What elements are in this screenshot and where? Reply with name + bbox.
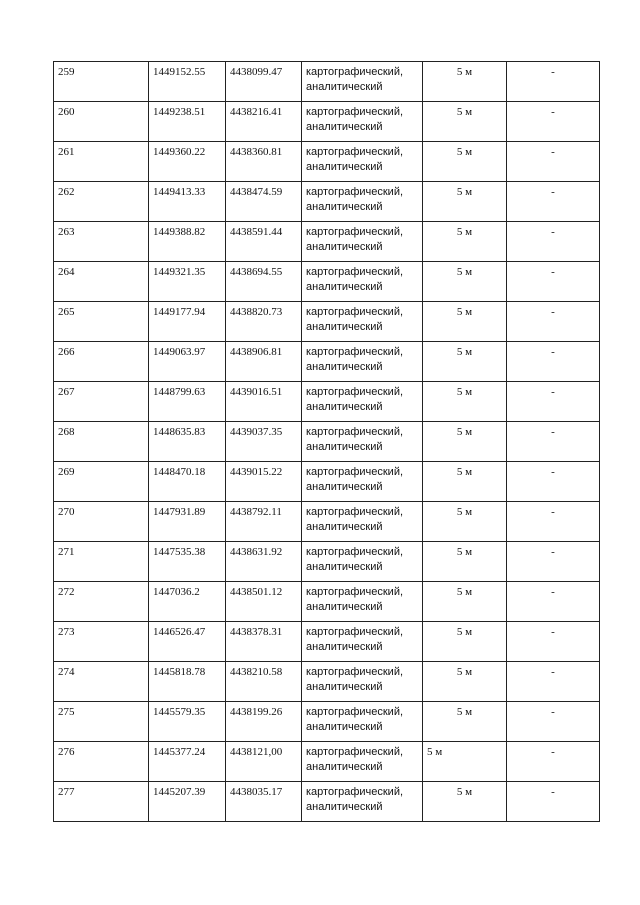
x-coordinate-cell: 1449321.35 xyxy=(149,262,226,302)
point-number-cell: 269 xyxy=(54,462,149,502)
table-row xyxy=(54,382,600,422)
method-line-2: аналитический xyxy=(306,81,383,93)
accuracy-cell: 5 м xyxy=(423,582,507,622)
note-cell: - xyxy=(507,262,600,302)
method-line-2: аналитический xyxy=(306,161,383,173)
note-cell: - xyxy=(507,62,600,102)
table-row xyxy=(54,142,600,182)
point-number-cell: 261 xyxy=(54,142,149,182)
note-cell: - xyxy=(507,542,600,582)
table-row xyxy=(54,222,600,262)
note-cell: - xyxy=(507,102,600,142)
note-cell: - xyxy=(507,662,600,702)
point-number-cell: 271 xyxy=(54,542,149,582)
method-cell xyxy=(302,302,423,342)
accuracy-cell: 5 м xyxy=(423,142,507,182)
method-line-2: аналитический xyxy=(306,601,383,613)
x-coordinate-cell: 1449063.97 xyxy=(149,342,226,382)
method-line-2: аналитический xyxy=(306,201,383,213)
table-row xyxy=(54,622,600,662)
method-cell xyxy=(302,622,423,662)
method-line-1: картографический, xyxy=(306,226,404,238)
method-line-2: аналитический xyxy=(306,441,383,453)
method-cell xyxy=(302,102,423,142)
point-number-cell: 274 xyxy=(54,662,149,702)
y-coordinate-cell: 4438210.58 xyxy=(226,662,302,702)
table-row xyxy=(54,302,600,342)
method-line-1: картографический, xyxy=(306,586,404,598)
accuracy-cell: 5 м xyxy=(423,462,507,502)
y-coordinate-cell: 4438099.47 xyxy=(226,62,302,102)
coordinates-table-body xyxy=(54,62,600,822)
method-cell xyxy=(302,342,423,382)
accuracy-cell: 5 м xyxy=(423,182,507,222)
x-coordinate-cell: 1447036.2 xyxy=(149,582,226,622)
method-line-1: картографический, xyxy=(306,106,404,118)
y-coordinate-cell: 4438820.73 xyxy=(226,302,302,342)
x-coordinate-cell: 1445207.39 xyxy=(149,782,226,822)
method-line-1: картографический, xyxy=(306,266,404,278)
accuracy-cell: 5 м xyxy=(423,342,507,382)
x-coordinate-cell: 1446526.47 xyxy=(149,622,226,662)
x-coordinate-cell: 1447931.89 xyxy=(149,502,226,542)
method-cell xyxy=(302,662,423,702)
y-coordinate-cell: 4439037.35 xyxy=(226,422,302,462)
y-coordinate-cell: 4438378.31 xyxy=(226,622,302,662)
x-coordinate-cell: 1449238.51 xyxy=(149,102,226,142)
method-cell xyxy=(302,702,423,742)
x-coordinate-cell: 1449388.82 xyxy=(149,222,226,262)
y-coordinate-cell: 4438199.26 xyxy=(226,702,302,742)
point-number-cell: 260 xyxy=(54,102,149,142)
point-number-cell: 259 xyxy=(54,62,149,102)
method-line-1: картографический, xyxy=(306,506,404,518)
y-coordinate-cell: 4438121,00 xyxy=(226,742,302,782)
point-number-cell: 272 xyxy=(54,582,149,622)
note-cell: - xyxy=(507,302,600,342)
table-row xyxy=(54,342,600,382)
method-cell xyxy=(302,382,423,422)
method-line-2: аналитический xyxy=(306,121,383,133)
method-line-2: аналитический xyxy=(306,321,383,333)
accuracy-cell: 5 м xyxy=(423,702,507,742)
accuracy-cell: 5 м xyxy=(423,62,507,102)
method-line-1: картографический, xyxy=(306,66,404,78)
accuracy-cell: 5 м xyxy=(423,262,507,302)
method-line-2: аналитический xyxy=(306,801,383,813)
y-coordinate-cell: 4438906.81 xyxy=(226,342,302,382)
method-line-2: аналитический xyxy=(306,721,383,733)
point-number-cell: 277 xyxy=(54,782,149,822)
method-line-2: аналитический xyxy=(306,481,383,493)
method-line-1: картографический, xyxy=(306,306,404,318)
method-line-1: картографический, xyxy=(306,426,404,438)
accuracy-cell: 5 м xyxy=(423,222,507,262)
method-line-2: аналитический xyxy=(306,361,383,373)
table-row xyxy=(54,742,600,782)
y-coordinate-cell: 4438792.11 xyxy=(226,502,302,542)
method-line-2: аналитический xyxy=(306,241,383,253)
table-row xyxy=(54,102,600,142)
method-line-2: аналитический xyxy=(306,281,383,293)
y-coordinate-cell: 4438501.12 xyxy=(226,582,302,622)
note-cell: - xyxy=(507,342,600,382)
method-cell xyxy=(302,182,423,222)
accuracy-cell: 5 м xyxy=(423,782,507,822)
accuracy-cell: 5 м xyxy=(423,662,507,702)
point-number-cell: 262 xyxy=(54,182,149,222)
x-coordinate-cell: 1449177.94 xyxy=(149,302,226,342)
table-row xyxy=(54,542,600,582)
y-coordinate-cell: 4438035.17 xyxy=(226,782,302,822)
table-row xyxy=(54,662,600,702)
x-coordinate-cell: 1448635.83 xyxy=(149,422,226,462)
x-coordinate-cell: 1449152.55 xyxy=(149,62,226,102)
point-number-cell: 266 xyxy=(54,342,149,382)
method-line-1: картографический, xyxy=(306,186,404,198)
x-coordinate-cell: 1447535.38 xyxy=(149,542,226,582)
method-cell xyxy=(302,542,423,582)
accuracy-cell: 5 м xyxy=(423,302,507,342)
x-coordinate-cell: 1445377.24 xyxy=(149,742,226,782)
x-coordinate-cell: 1448470.18 xyxy=(149,462,226,502)
y-coordinate-cell: 4438694.55 xyxy=(226,262,302,302)
coordinates-table xyxy=(53,61,600,822)
y-coordinate-cell: 4439015.22 xyxy=(226,462,302,502)
accuracy-cell: 5 м xyxy=(423,622,507,662)
accuracy-cell: 5 м xyxy=(423,422,507,462)
method-line-1: картографический, xyxy=(306,706,404,718)
method-line-2: аналитический xyxy=(306,561,383,573)
note-cell: - xyxy=(507,182,600,222)
point-number-cell: 263 xyxy=(54,222,149,262)
method-line-1: картографический, xyxy=(306,386,404,398)
method-line-1: картографический, xyxy=(306,546,404,558)
method-line-1: картографический, xyxy=(306,466,404,478)
table-row xyxy=(54,262,600,302)
note-cell: - xyxy=(507,222,600,262)
y-coordinate-cell: 4438474.59 xyxy=(226,182,302,222)
method-cell xyxy=(302,222,423,262)
note-cell: - xyxy=(507,462,600,502)
note-cell: - xyxy=(507,782,600,822)
y-coordinate-cell: 4438631.92 xyxy=(226,542,302,582)
note-cell: - xyxy=(507,622,600,662)
method-cell xyxy=(302,582,423,622)
point-number-cell: 267 xyxy=(54,382,149,422)
method-cell xyxy=(302,142,423,182)
method-line-1: картографический, xyxy=(306,626,404,638)
note-cell: - xyxy=(507,502,600,542)
x-coordinate-cell: 1448799.63 xyxy=(149,382,226,422)
point-number-cell: 265 xyxy=(54,302,149,342)
method-line-1: картографический, xyxy=(306,786,404,798)
table-row xyxy=(54,502,600,542)
method-cell xyxy=(302,62,423,102)
method-cell xyxy=(302,462,423,502)
method-line-1: картографический, xyxy=(306,146,404,158)
method-line-1: картографический, xyxy=(306,746,404,758)
table-row xyxy=(54,182,600,222)
method-cell xyxy=(302,782,423,822)
method-cell xyxy=(302,502,423,542)
note-cell: - xyxy=(507,742,600,782)
method-line-2: аналитический xyxy=(306,681,383,693)
note-cell: - xyxy=(507,142,600,182)
accuracy-cell: 5 м xyxy=(423,542,507,582)
accuracy-cell: 5 м xyxy=(423,742,507,782)
method-line-1: картографический, xyxy=(306,346,404,358)
x-coordinate-cell: 1445818.78 xyxy=(149,662,226,702)
table-row xyxy=(54,462,600,502)
method-line-2: аналитический xyxy=(306,401,383,413)
x-coordinate-cell: 1449360.22 xyxy=(149,142,226,182)
table-row xyxy=(54,702,600,742)
method-cell xyxy=(302,742,423,782)
y-coordinate-cell: 4439016.51 xyxy=(226,382,302,422)
point-number-cell: 275 xyxy=(54,702,149,742)
point-number-cell: 264 xyxy=(54,262,149,302)
table-row xyxy=(54,582,600,622)
method-cell xyxy=(302,262,423,302)
method-line-2: аналитический xyxy=(306,641,383,653)
accuracy-cell: 5 м xyxy=(423,382,507,422)
y-coordinate-cell: 4438360.81 xyxy=(226,142,302,182)
note-cell: - xyxy=(507,582,600,622)
note-cell: - xyxy=(507,422,600,462)
accuracy-cell: 5 м xyxy=(423,102,507,142)
point-number-cell: 270 xyxy=(54,502,149,542)
method-cell xyxy=(302,422,423,462)
x-coordinate-cell: 1449413.33 xyxy=(149,182,226,222)
table-row xyxy=(54,782,600,822)
note-cell: - xyxy=(507,702,600,742)
y-coordinate-cell: 4438591.44 xyxy=(226,222,302,262)
table-row xyxy=(54,62,600,102)
x-coordinate-cell: 1445579.35 xyxy=(149,702,226,742)
method-line-1: картографический, xyxy=(306,666,404,678)
accuracy-cell: 5 м xyxy=(423,502,507,542)
y-coordinate-cell: 4438216.41 xyxy=(226,102,302,142)
point-number-cell: 276 xyxy=(54,742,149,782)
method-line-2: аналитический xyxy=(306,521,383,533)
method-line-2: аналитический xyxy=(306,761,383,773)
point-number-cell: 268 xyxy=(54,422,149,462)
note-cell: - xyxy=(507,382,600,422)
table-row xyxy=(54,422,600,462)
point-number-cell: 273 xyxy=(54,622,149,662)
